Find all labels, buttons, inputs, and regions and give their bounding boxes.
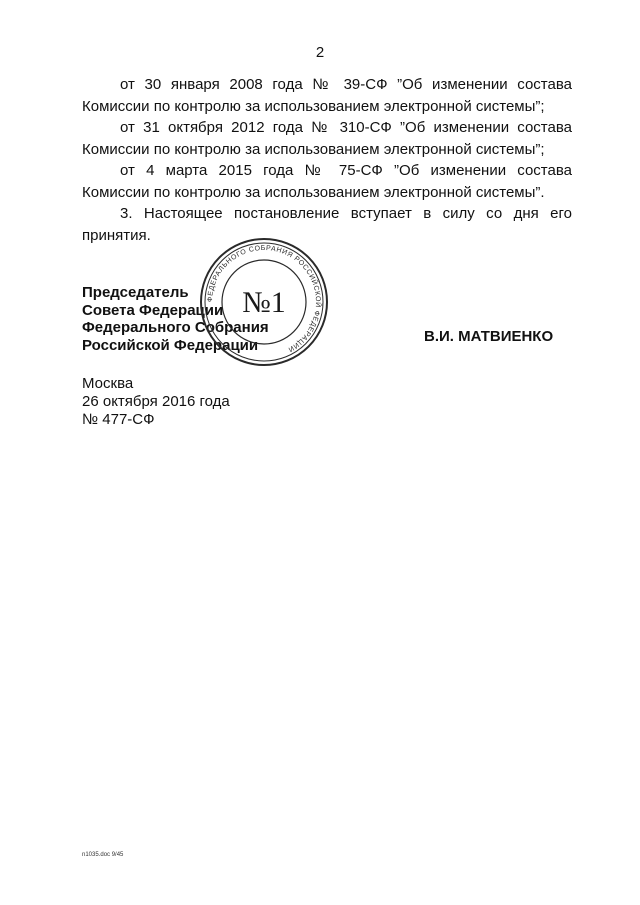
paragraph-line: принятия. xyxy=(82,226,151,244)
place-date-block xyxy=(82,375,230,429)
paragraph-line: от 30 января 2008 года № 39-СФ ”Об изменении состава xyxy=(120,76,572,93)
seal-number: №1 xyxy=(242,286,286,319)
document-body xyxy=(82,74,572,246)
paragraph-line: Комиссии по контролю за использованием электронной системы”; xyxy=(82,97,545,115)
place: Москва xyxy=(82,375,134,392)
official-seal-stamp xyxy=(198,236,330,368)
paragraph-line: Комиссии по контролю за использованием электронной системы”. xyxy=(82,183,545,201)
paragraph-amendment-2015 xyxy=(82,160,572,203)
signatory-title-line: Совета Федерации xyxy=(82,301,224,319)
signatory-title-line: Федерального Собрания xyxy=(82,319,269,336)
date: 26 октября 2016 года xyxy=(82,393,230,410)
paragraph-line: от 4 марта 2015 года № 75-СФ ”Об изменении состава xyxy=(120,162,572,179)
paragraph-line: от 31 октября 2012 года № 310-СФ ”Об изменении состава xyxy=(120,119,572,136)
paragraph-line: Комиссии по контролю за использованием электронной системы”; xyxy=(82,140,545,158)
footer-file-code: n1035.doc 9/45 xyxy=(82,852,124,858)
signatory-name: В.И. МАТВИЕНКО xyxy=(424,328,554,345)
page-number: 2 xyxy=(315,44,325,61)
signatory-title-line: Российской Федерации xyxy=(82,336,259,354)
paragraph-line: 3. Настоящее постановление вступает в силу со дня его xyxy=(120,205,572,222)
paragraph-amendment-2012 xyxy=(82,117,572,160)
paragraph-amendment-2008 xyxy=(82,74,572,117)
document-number: № 477-СФ xyxy=(82,411,155,428)
signatory-title-line: Председатель xyxy=(82,284,189,301)
seal-ring-text: ФЕДЕРАЛЬНОГО СОБРАНИЯ РОССИЙСКОЙ ФЕДЕРАЦИИ xyxy=(206,244,322,353)
